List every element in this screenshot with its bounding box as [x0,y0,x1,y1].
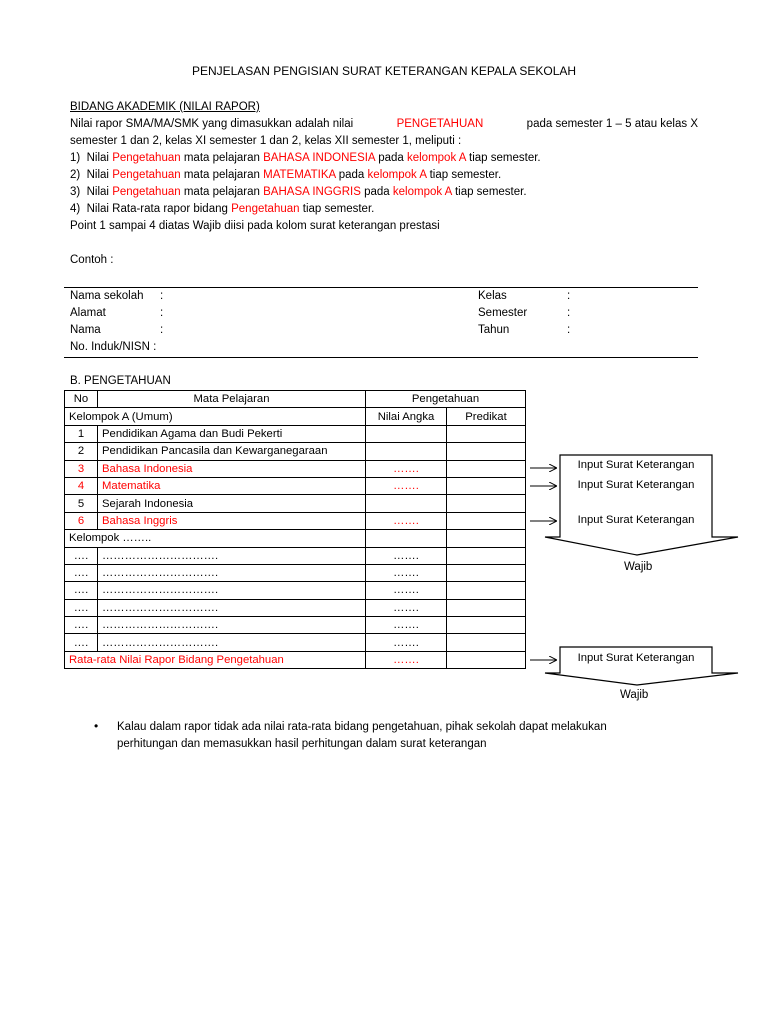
item-text: Nilai [86,186,109,198]
wajib-label-2: Wajib [620,689,649,701]
item-text: mata pelajaran [183,169,260,181]
section-b-heading: B. PENGETAHUAN [70,375,171,387]
row-mapel: Sejarah Indonesia [98,495,366,512]
item-red-text: Pengetahuan [231,203,300,215]
row-mapel: Bahasa Indonesia [98,460,366,477]
label-nama: Nama [70,324,101,336]
item-red-text: MATEMATIKA [263,169,336,181]
item-number: 4) [70,203,81,215]
item-text: tiap semester. [469,152,541,164]
item-number: 2) [70,169,81,181]
row-mapel: …………………………. [98,634,366,651]
section-heading: BIDANG AKADEMIK (NILAI RAPOR) [70,101,260,113]
row-mapel: …………………………. [98,599,366,616]
row-nilai[interactable]: ……. [366,564,447,581]
label-nama-sekolah: Nama sekolah [70,290,144,302]
average-label: Rata-rata Nilai Rapor Bidang Pengetahuan [65,651,366,668]
item-red-text: BAHASA INGGRIS [263,186,361,198]
item-text: pada [378,152,404,164]
bullet-note-line-1: Kalau dalam rapor tidak ada nilai rata-rata bidang pengetahuan, pihak sekolah dapat melakukan [117,721,607,733]
intro-text-b: pada semester 1 – 5 atau kelas X [526,118,698,130]
label-kelas: Kelas [478,290,507,302]
item-number: 3) [70,186,81,198]
average-nilai[interactable]: ……. [366,651,447,668]
colon: : [567,324,571,336]
item-text: tiap semester. [454,186,527,198]
item-red-text: BAHASA INDONESIA [263,152,375,164]
colon: : [567,290,571,302]
item-text: mata pelajaran [183,152,260,164]
wajib-label-1: Wajib [624,561,653,573]
row-mapel: Bahasa Inggris [98,512,366,529]
row-no: 4 [65,477,98,494]
item-text: tiap semester. [302,203,375,215]
colon: : [567,307,571,319]
row-no: …. [65,617,98,634]
row-no: …. [65,634,98,651]
row-mapel: …………………………. [98,547,366,564]
row-nilai[interactable]: ……. [366,582,447,599]
item-text: tiap semester. [429,169,502,181]
input-surat-label-2: Input Surat Keterangan [577,479,695,491]
intro-text-a: Nilai rapor SMA/MA/SMK yang dimasukkan adalah nilai [70,118,354,130]
row-mapel: Pendidikan Pancasila dan Kewarganegaraan [98,443,366,460]
item-text: Nilai [86,152,109,164]
row-no: …. [65,547,98,564]
point-note: Point 1 sampai 4 diatas Wajib diisi pada kolom surat keterangan prestasi [70,220,440,232]
item-text: Nilai Rata-rata rapor bidang [86,203,228,215]
bullet-note-line-2: perhitungan dan memasukkan hasil perhitungan dalam surat keterangan [117,738,487,750]
row-no: 5 [65,495,98,512]
item-text: pada [338,169,365,181]
row-no: 6 [65,512,98,529]
input-surat-label-4: Input Surat Keterangan [577,652,695,664]
row-mapel: Pendidikan Agama dan Budi Pekerti [98,425,366,442]
header-pengetahuan: Pengetahuan [366,391,526,408]
intro-text-red: PENGETAHUAN [396,118,484,130]
row-no: 1 [65,425,98,442]
colon: : [160,307,164,319]
item-red-text: kelompok A [392,186,452,198]
item-red-text: Pengetahuan [112,169,181,181]
row-no: …. [65,564,98,581]
row-mapel: Matematika [98,477,366,494]
header-kelompok-a: Kelompok A (Umum) [65,408,366,425]
item-text: pada [364,186,390,198]
row-nilai[interactable]: ……. [366,460,447,477]
row-nilai[interactable]: ……. [366,617,447,634]
row-nilai[interactable]: ……. [366,547,447,564]
label-tahun: Tahun [478,324,510,336]
header-no: No [65,391,98,408]
row-no: …. [65,599,98,616]
row-no: …. [65,582,98,599]
row-nilai[interactable]: ……. [366,634,447,651]
header-mata-pelajaran: Mata Pelajaran [98,391,366,408]
row-mapel: …………………………. [98,564,366,581]
contoh-label: Contoh : [70,254,114,266]
row-nilai[interactable]: ……. [366,512,447,529]
label-semester: Semester [478,307,528,319]
header-predikat: Predikat [447,408,526,425]
row-no: 2 [65,443,98,460]
row-nilai[interactable]: ……. [366,477,447,494]
input-surat-label-3: Input Surat Keterangan [577,514,695,526]
label-alamat: Alamat [70,307,106,319]
colon: : [160,290,164,302]
item-red-text: kelompok A [367,169,427,181]
row-nilai[interactable]: ……. [366,599,447,616]
item-number: 1) [70,152,81,164]
header-nilai-angka: Nilai Angka [366,408,447,425]
kelompok-label: Kelompok …….. [65,530,366,547]
bullet-icon: • [94,719,99,733]
label-no-induk: No. Induk/NISN : [70,341,157,353]
page-title: PENJELASAN PENGISIAN SURAT KETERANGAN KEPALA SEKOLAH [191,64,577,78]
row-mapel: …………………………. [98,582,366,599]
colon: : [160,324,164,336]
item-text: Nilai [86,169,109,181]
item-red-text: Pengetahuan [112,186,181,198]
input-surat-label-1: Input Surat Keterangan [577,459,695,471]
row-mapel: …………………………. [98,617,366,634]
item-red-text: kelompok A [406,152,466,164]
row-no: 3 [65,460,98,477]
item-text: mata pelajaran [183,186,260,198]
intro-line-2: semester 1 dan 2, kelas XI semester 1 dan 2, kelas XII semester 1, meliputi : [70,135,462,147]
item-red-text: Pengetahuan [112,152,181,164]
